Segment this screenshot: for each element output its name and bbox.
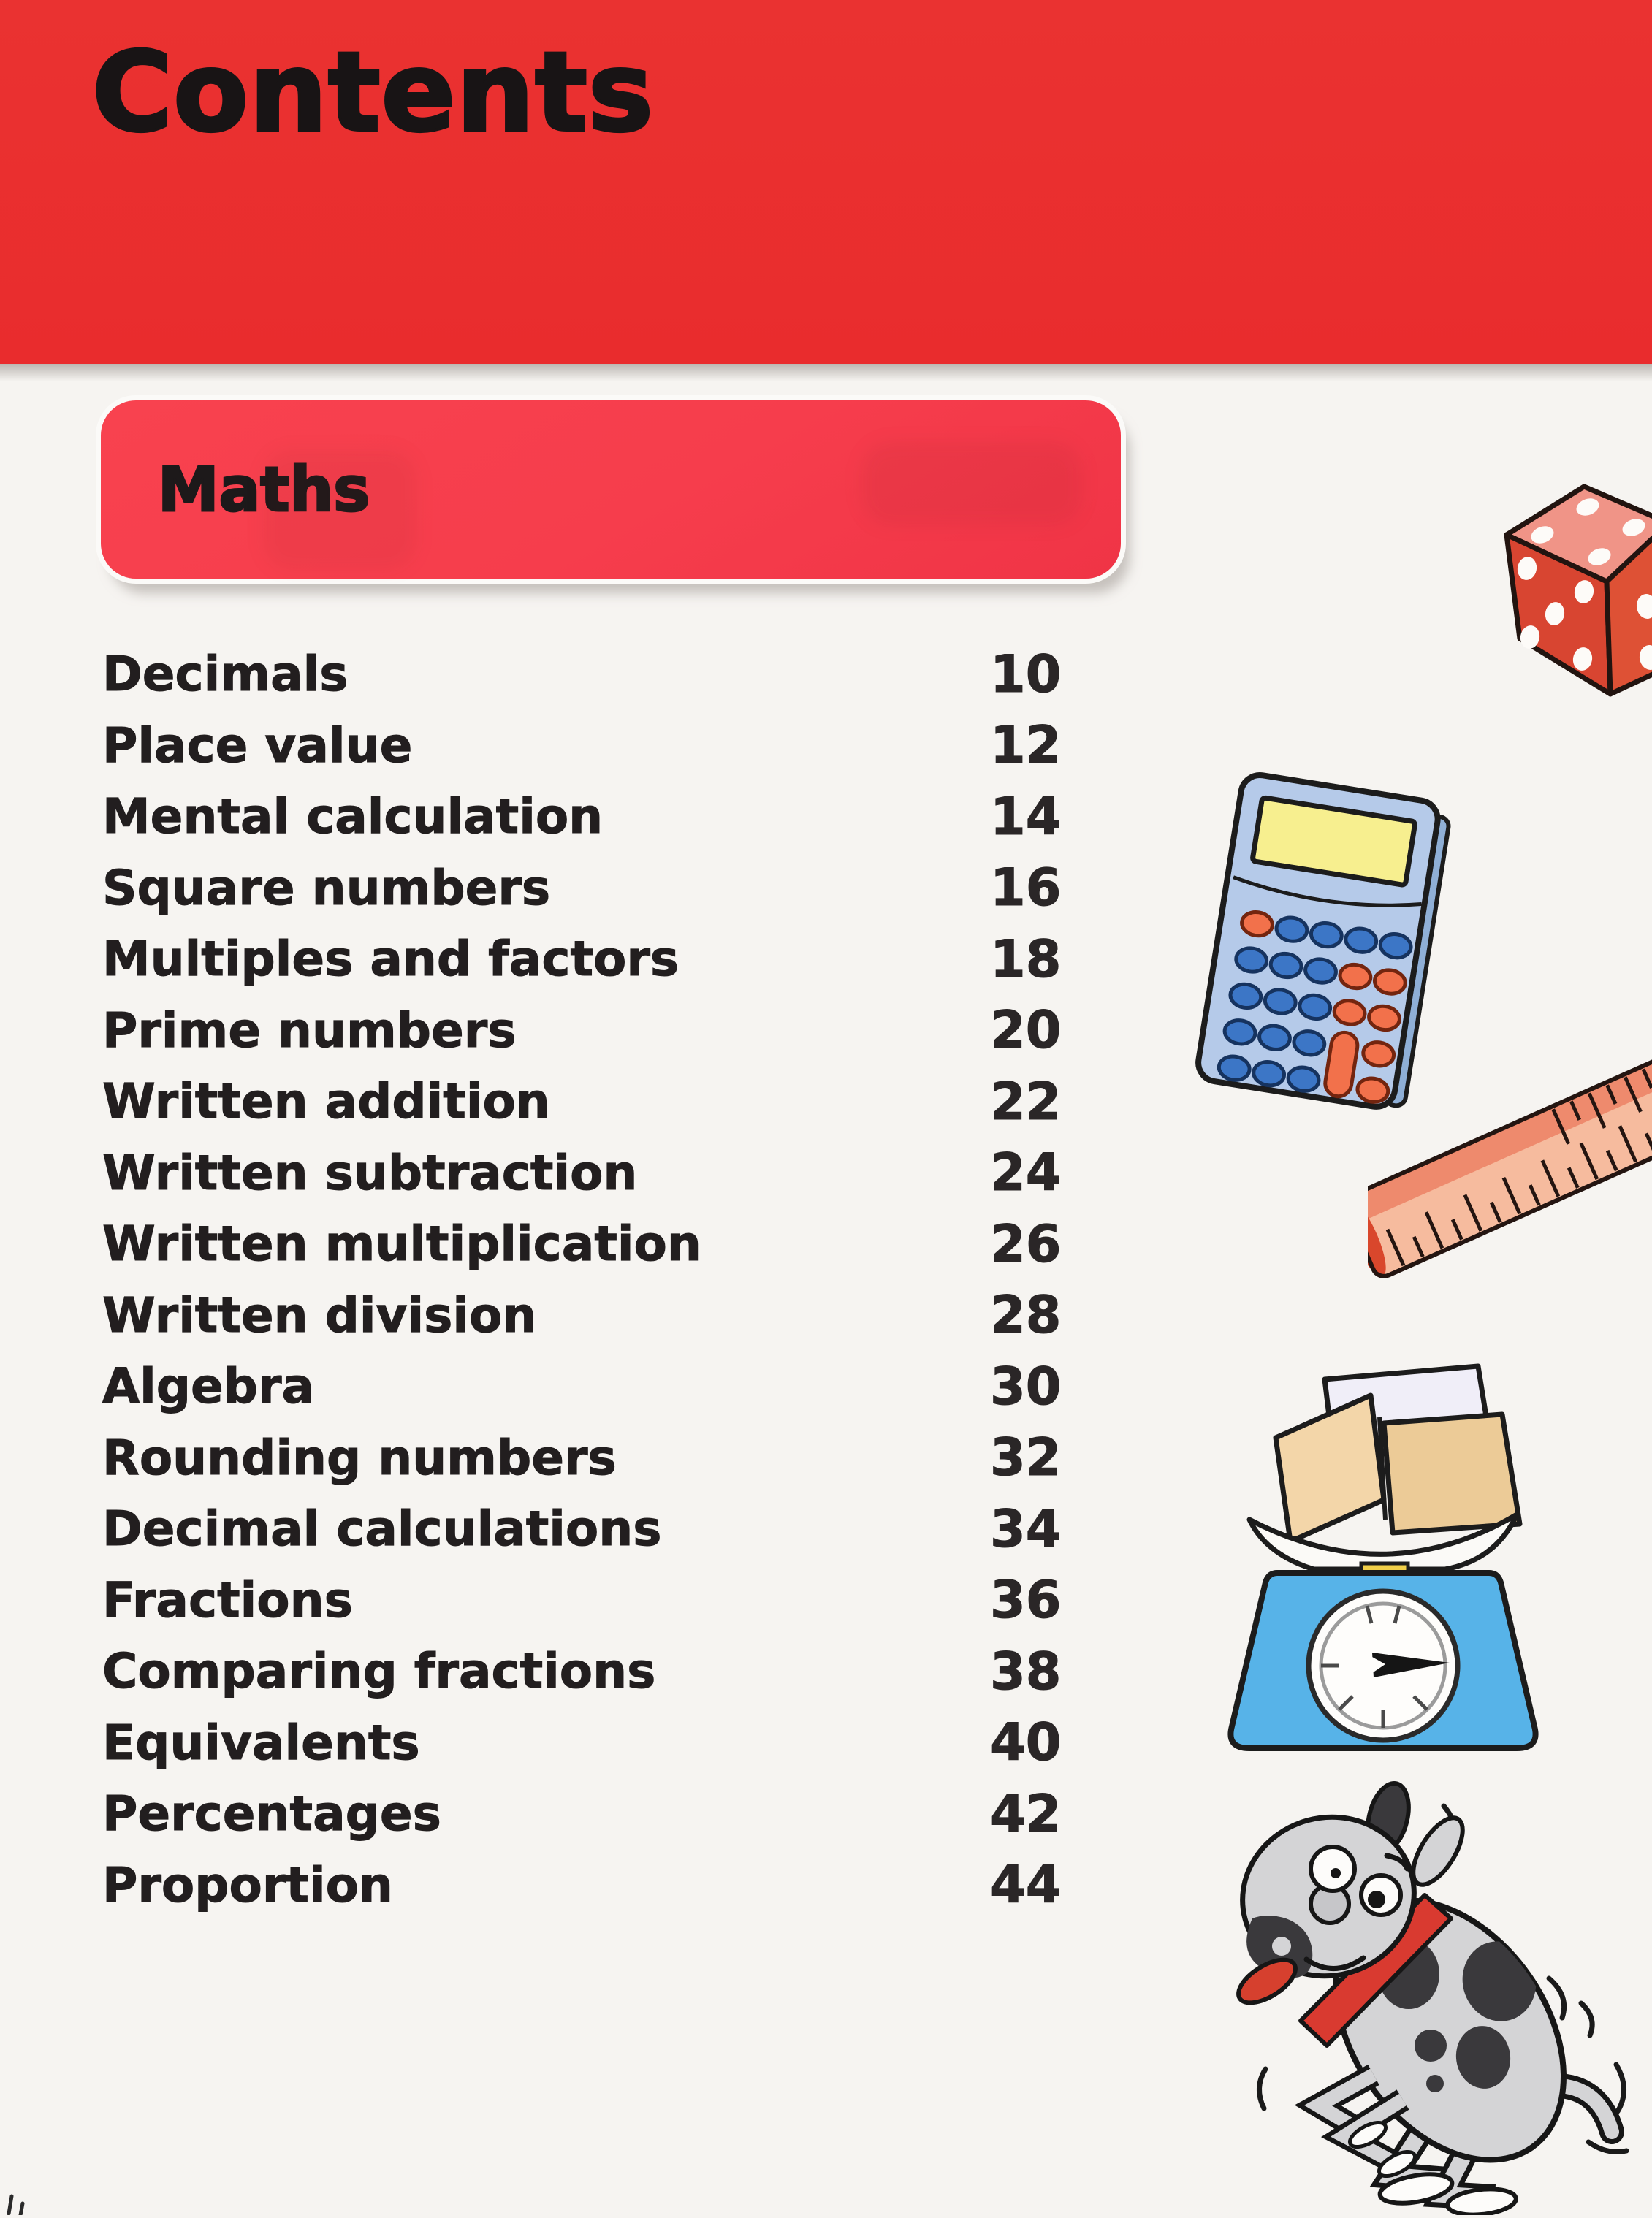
ruler-icon <box>1368 1036 1652 1315</box>
toc-row <box>102 1280 1198 1352</box>
dice-icon <box>1502 482 1652 701</box>
toc-item-label: Multiples and factors <box>102 931 680 988</box>
toc-row <box>102 1208 1198 1280</box>
toc-item-label: Prime numbers <box>102 1002 517 1059</box>
toc-item-page: 38 <box>990 1641 1062 1701</box>
toc-row <box>102 1636 1198 1707</box>
maths-section-banner <box>101 400 1121 579</box>
toc-item-label: Fractions <box>102 1571 353 1628</box>
toc-row <box>102 781 1198 853</box>
toc-item-page: 12 <box>990 715 1062 776</box>
toc-row <box>102 1351 1198 1422</box>
toc-item-label: Decimals <box>102 646 349 703</box>
toc-item-page: 16 <box>990 858 1062 918</box>
toc-item-page: 22 <box>990 1071 1062 1132</box>
toc-item-page: 24 <box>990 1143 1062 1203</box>
toc-item-page: 28 <box>990 1285 1062 1346</box>
toc-item-label: Written addition <box>102 1073 550 1130</box>
toc-item-label: Place value <box>102 717 413 774</box>
toc-row <box>102 639 1198 710</box>
toc-item-label: Percentages <box>102 1786 441 1842</box>
toc-item-page: 34 <box>990 1498 1062 1559</box>
toc-item-label: Comparing fractions <box>102 1643 656 1700</box>
toc-item-page: 36 <box>990 1570 1062 1631</box>
toc-row <box>102 995 1198 1067</box>
toc-item-page: 32 <box>990 1428 1062 1488</box>
toc-item-page: 44 <box>990 1855 1062 1916</box>
toc-item-label: Written subtraction <box>102 1144 638 1201</box>
toc-item-label: Proportion <box>102 1856 393 1913</box>
weighing-scale-icon <box>1204 1350 1562 1788</box>
toc-row <box>102 923 1198 995</box>
toc-row <box>102 1565 1198 1636</box>
toc-row <box>102 1137 1198 1209</box>
toc-item-page: 26 <box>990 1213 1062 1274</box>
toc-row <box>102 1778 1198 1850</box>
toc-row <box>102 1422 1198 1494</box>
toc-item-label: Rounding numbers <box>102 1429 617 1486</box>
toc-item-label: Square numbers <box>102 859 551 916</box>
toc-item-page: 40 <box>990 1712 1062 1773</box>
toc-item-page: 30 <box>990 1356 1062 1417</box>
toc-row <box>102 853 1198 924</box>
toc-row <box>102 1066 1198 1137</box>
header-shadow <box>0 364 1652 381</box>
toc-item-label: Written multiplication <box>102 1216 701 1273</box>
dog-icon <box>1189 1762 1652 2215</box>
toc-item-page: 18 <box>990 929 1062 989</box>
toc-item-page: 14 <box>990 786 1062 847</box>
header-band <box>0 0 1652 364</box>
toc-row <box>102 1707 1198 1779</box>
toc-item-label: Mental calculation <box>102 788 604 845</box>
toc-item-page: 20 <box>990 1000 1062 1061</box>
toc-item-label: Written division <box>102 1287 537 1344</box>
toc-item-label: Decimal calculations <box>102 1501 662 1558</box>
toc-row <box>102 710 1198 782</box>
table-of-contents <box>102 639 1198 1921</box>
section-title: Maths <box>158 454 370 525</box>
toc-row <box>102 1850 1198 1921</box>
toc-item-page: 42 <box>990 1783 1062 1844</box>
toc-item-label: Algebra <box>102 1358 315 1415</box>
toc-item-label: Equivalents <box>102 1714 420 1771</box>
scan-mark <box>3 2193 35 2215</box>
page-title: Contents <box>92 29 655 156</box>
toc-row <box>102 1493 1198 1565</box>
toc-item-page: 10 <box>990 644 1062 704</box>
